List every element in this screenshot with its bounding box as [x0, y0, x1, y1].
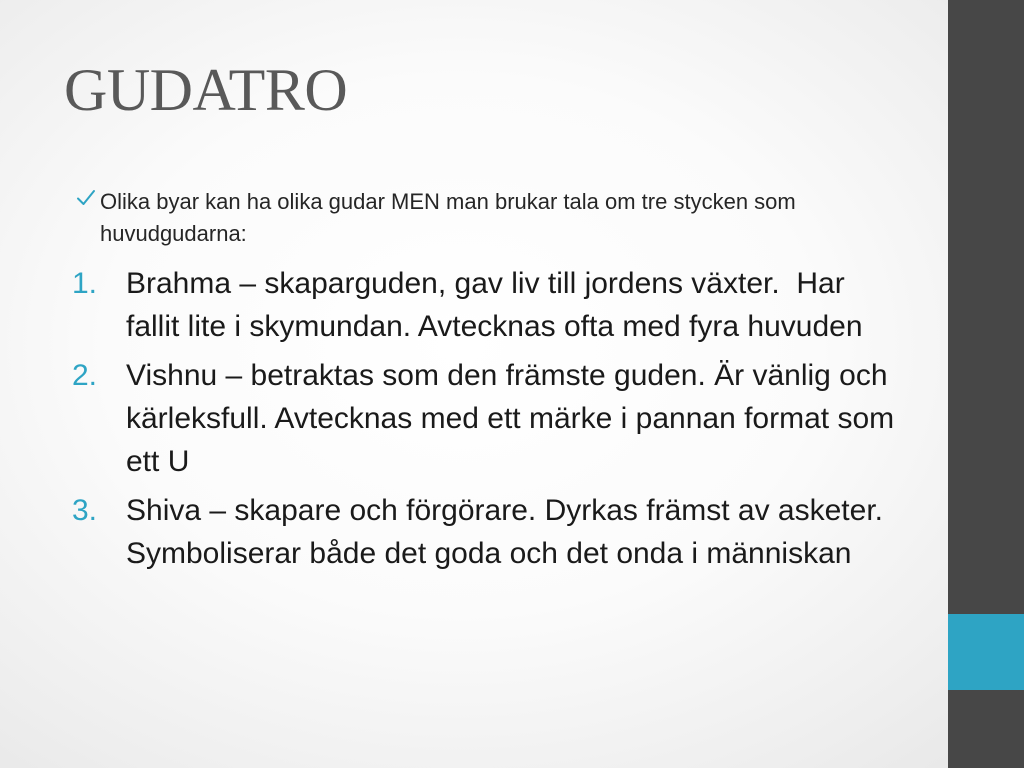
- list-item-shiva: [72, 489, 902, 575]
- checkmark-icon: [76, 188, 100, 213]
- list-number: 2.: [72, 359, 98, 392]
- list-number: 1.: [72, 267, 98, 300]
- intro-text: Olika byar kan ha olika gudar MEN man brukar tala om tre stycken som huvudgudarna:: [100, 189, 796, 246]
- list-item-brahma: [72, 262, 902, 348]
- list-item-vishnu: [72, 354, 902, 483]
- list-item-text: Vishnu – betraktas som den främste guden. Är vänlig och kärleksfull. Avtecknas med ett märke i pannan format som ett U: [126, 359, 903, 478]
- list-item-text: Brahma – skaparguden, gav liv till jordens växter. Har fallit lite i skymundan. Avtecknas ofta med fyra huvuden: [126, 267, 863, 343]
- intro-bullet: [76, 186, 876, 250]
- slide-title: GUDATRO: [64, 57, 348, 123]
- right-sidebar: [948, 0, 1024, 768]
- list-number: 3.: [72, 494, 98, 527]
- gods-list: [72, 262, 902, 581]
- list-item-text: Shiva – skapare och förgörare. Dyrkas främst av asketer. Symboliserar både det goda och det onda i människan: [126, 494, 892, 570]
- sidebar-accent-block: [948, 614, 1024, 690]
